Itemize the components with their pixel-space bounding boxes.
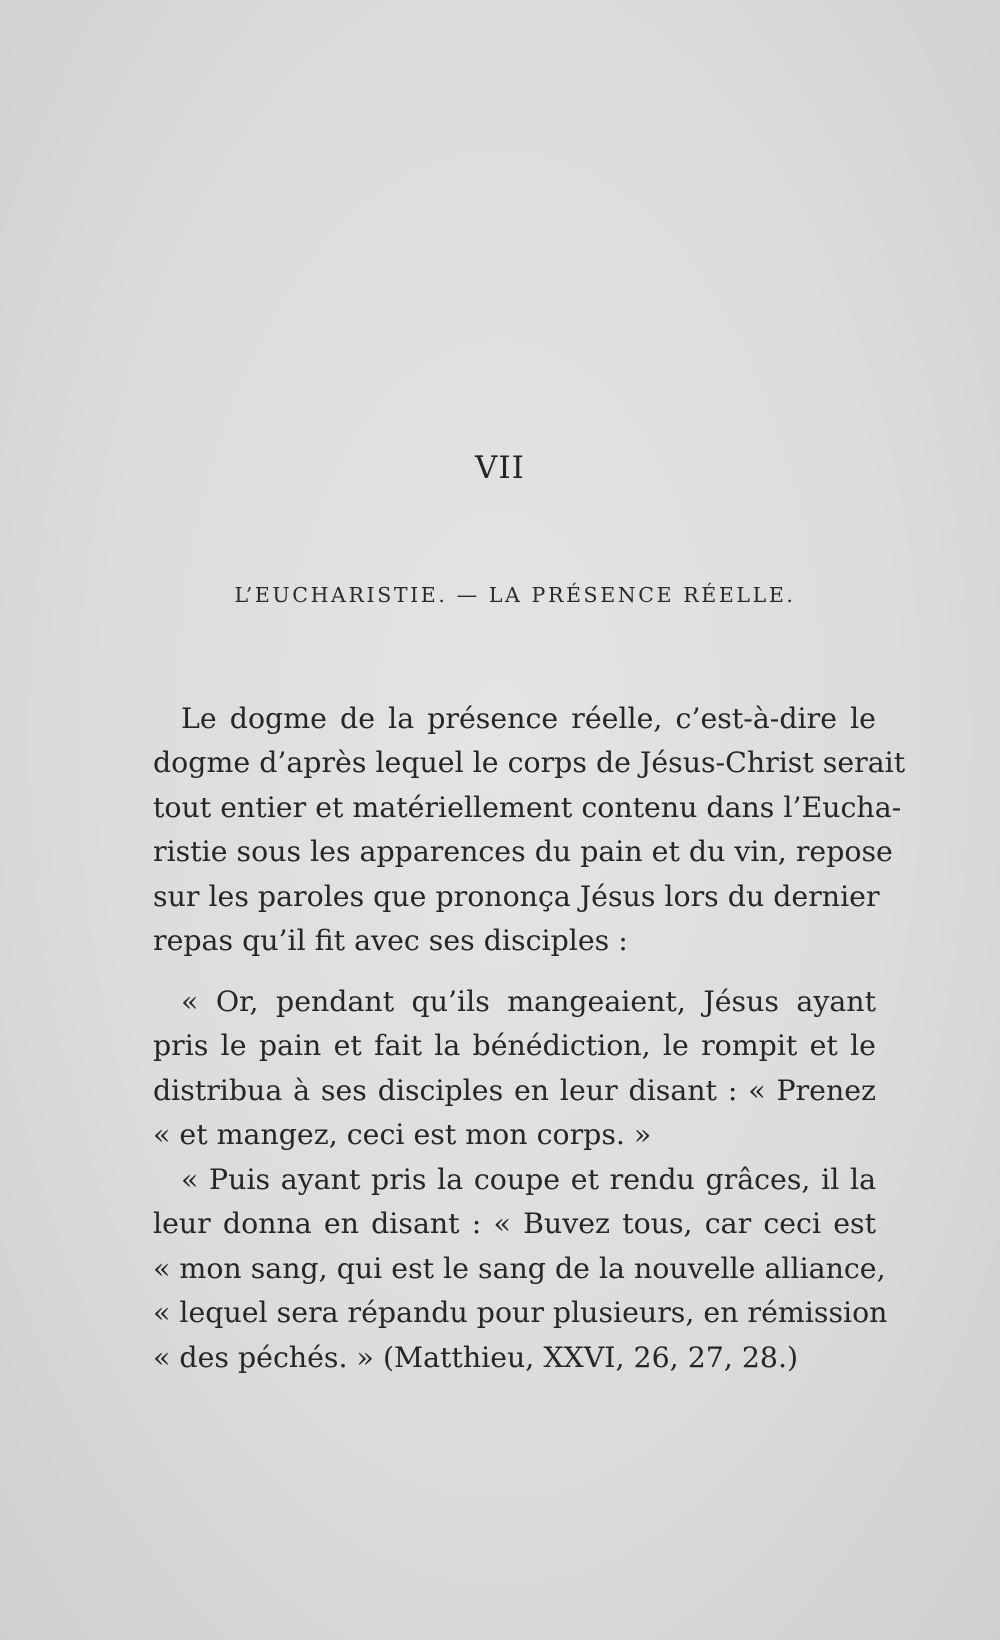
paragraph-line: « Puis ayant pris la coupe et rendu grâces, il la [181, 1163, 876, 1196]
paragraph-1 [153, 697, 906, 963]
paragraph-line: repas qu’il fit avec ses disciples : [153, 923, 628, 957]
paragraph-2 [153, 980, 876, 1158]
paragraph-line: « Or, pendant qu’ils mangeaient, Jésus ayant [181, 985, 876, 1018]
paragraph-line: « des péchés. » (Matthieu, XXVI, 26, 27, 28.) [153, 1340, 799, 1374]
paragraph-line: tout entier et matériellement contenu dans l’Eucha- [153, 790, 902, 824]
paragraph-line: ristie sous les apparences du pain et du vin, repose [153, 835, 893, 869]
paragraph-line: sur les paroles que prononça Jésus lors du dernier [153, 879, 880, 913]
paragraph-line: « mon sang, qui est le sang de la nouvelle alliance, [153, 1251, 886, 1285]
chapter-title: L’EUCHARISTIE. — LA PRÉSENCE RÉELLE. [234, 583, 796, 607]
paragraph-line: « et mangez, ceci est mon corps. » [153, 1118, 652, 1152]
chapter-number: VII [475, 450, 525, 486]
paragraph-line: dogme d’après lequel le corps de Jésus-Christ serait [153, 746, 906, 780]
paragraph-3 [153, 1158, 888, 1380]
paragraph-line: Le dogme de la présence réelle, c’est-à-dire le [181, 702, 876, 735]
paragraph-line: pris le pain et fait la bénédiction, le rompit et le [153, 1029, 876, 1063]
paragraph-line: distribua à ses disciples en leur disant : « Prenez [153, 1073, 876, 1107]
paragraph-line: « lequel sera répandu pour plusieurs, en rémission [153, 1296, 888, 1330]
paragraph-line: leur donna en disant : « Buvez tous, car ceci est [153, 1207, 876, 1241]
